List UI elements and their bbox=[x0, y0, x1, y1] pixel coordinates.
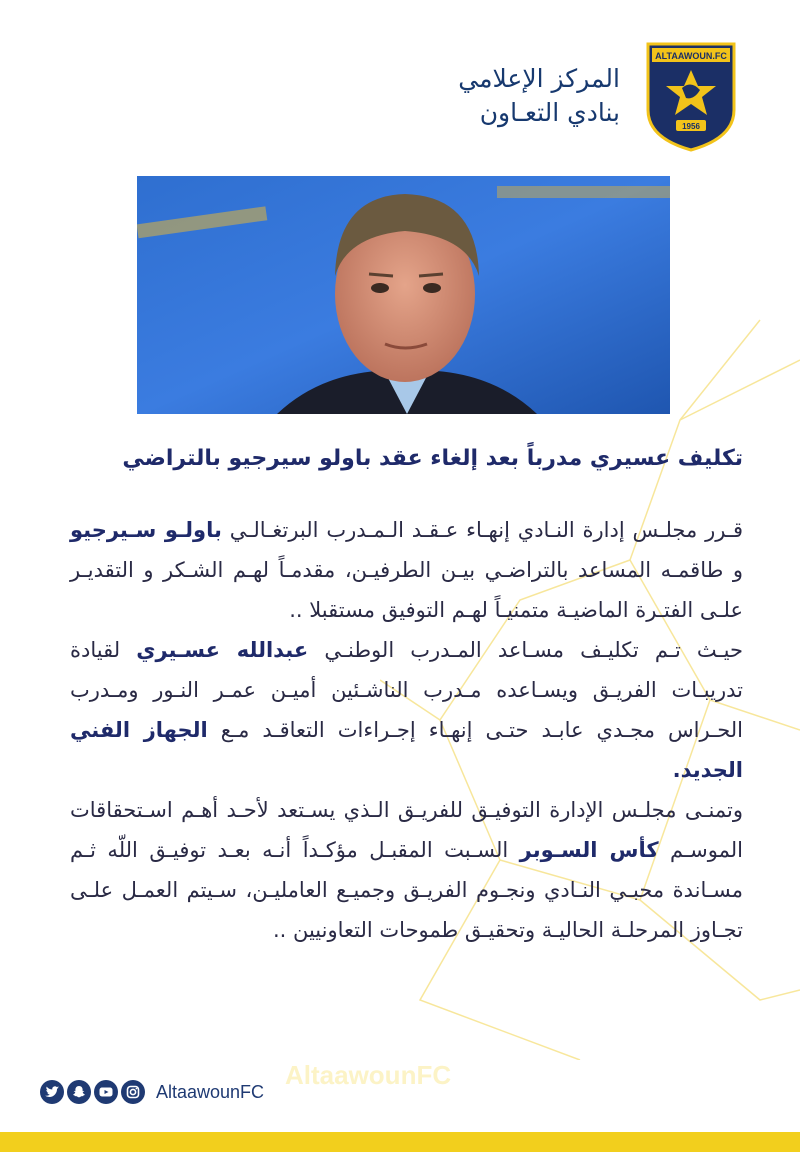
svg-text:1956: 1956 bbox=[682, 122, 700, 131]
svg-text:ALTAAWOUN.FC: ALTAAWOUN.FC bbox=[655, 51, 727, 61]
article-body bbox=[70, 510, 743, 950]
media-center-title: المركز الإعلامي bbox=[458, 64, 620, 93]
paragraph-3 bbox=[70, 790, 743, 950]
assistant-name-highlight: عبدالله عسـيري bbox=[136, 638, 309, 662]
super-cup-highlight: كأس السـوبر bbox=[519, 838, 659, 862]
coach-name-highlight: باولـو سـيرجيو bbox=[70, 518, 222, 542]
twitter-icon[interactable] bbox=[40, 1080, 64, 1104]
paragraph-1 bbox=[70, 510, 743, 630]
paragraph-text: لقيادة تدريبـات الفريـق ويسـاعده مـدرب الناشـئين أميـن عمـر النـور ومـدرب الحـراس مجـدي عابـد حتـى إنهـاء إجـراءات التعاقـد مـع bbox=[70, 638, 743, 742]
watermark: AltaawounFC bbox=[285, 1060, 452, 1090]
technical-staff-highlight: الجهاز الفني الجديد. bbox=[70, 718, 743, 782]
headline: تكليف عسيري مدرباً بعد إلغاء عقد باولو سيرجيو بالتراضي bbox=[122, 446, 743, 471]
paragraph-text: و طاقمـه المساعد بالتراضـي بيـن الطرفيـن، مقدمـاً لهـم الشـكر و التقديـر علـى الفتـرة الماضيـة متمنيـاً لهـم التوفيق مستقبلا .. bbox=[70, 558, 743, 622]
paragraph-text: السـبت المقبـل مؤكـداً أنـه بعـد توفيـق اللّه ثـم مسـاندة محبـي النـادي ونجـوم الفريـق وجميـع العامليـن، سـيتم العمـل علـى تجـاوز المرحلـة الحاليـة وتحقيـق طموحات التعاونيين .. bbox=[70, 838, 743, 942]
bottom-bar bbox=[0, 1132, 800, 1152]
header bbox=[60, 40, 740, 152]
social-handle[interactable]: AltaawounFC bbox=[156, 1081, 265, 1102]
paragraph-text: حيـث تـم تكليـف مسـاعد المـدرب الوطنـي bbox=[308, 638, 744, 662]
snapchat-icon[interactable] bbox=[67, 1080, 91, 1104]
coach-photo bbox=[137, 176, 670, 414]
instagram-icon[interactable] bbox=[121, 1080, 145, 1104]
club-name: بنادي التعـاون bbox=[479, 98, 620, 127]
paragraph-text: قـرر مجلـس إدارة النـادي إنهـاء عـقـد الـمـدرب البرتغـالـي bbox=[221, 518, 743, 542]
youtube-icon[interactable] bbox=[94, 1080, 118, 1104]
paragraph-text: وتمنـى مجلـس الإدارة التوفيـق للفريـق الـذي يسـتعد لأحـد أهـم اسـتحقاقات الموسـم bbox=[70, 798, 743, 862]
paragraph-2 bbox=[70, 630, 743, 790]
club-crest-logo bbox=[642, 40, 740, 152]
social-links bbox=[40, 1080, 264, 1104]
